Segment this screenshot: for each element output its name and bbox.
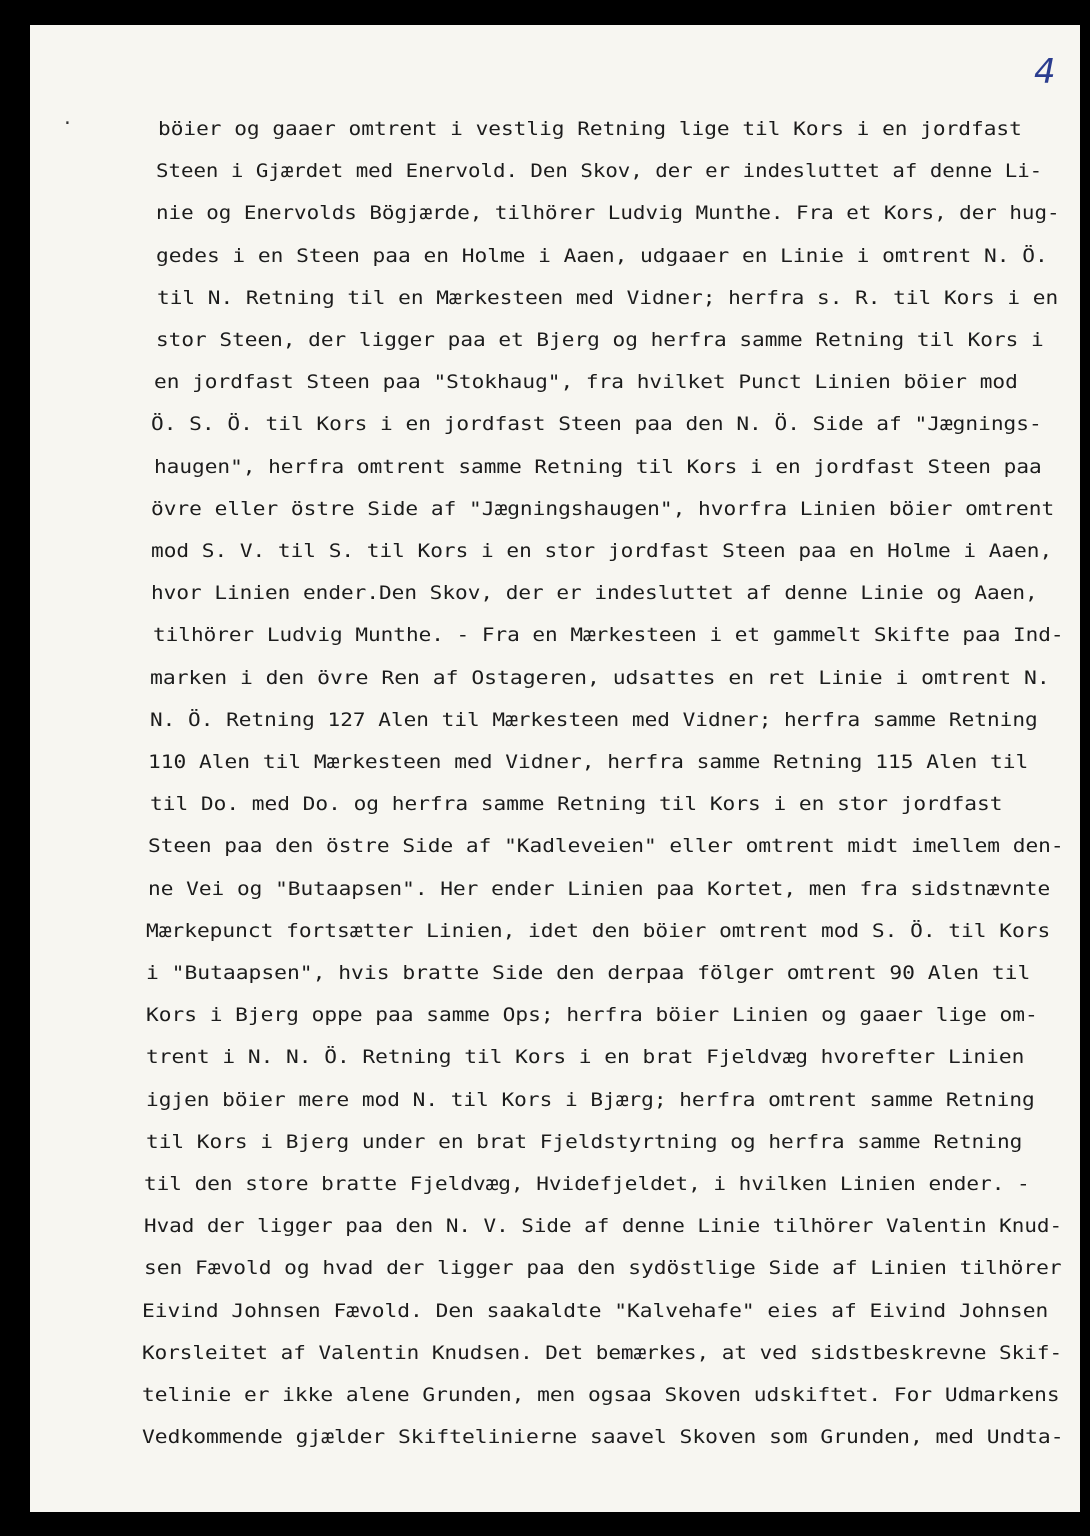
page-number: 4: [1034, 52, 1056, 92]
text-line: til den store bratte Fjeldvæg, Hvidefjeldet, i hvilken Linien ender. -: [144, 1173, 1030, 1195]
text-line: Kors i Bjerg oppe paa samme Ops; herfra böier Linien og gaaer lige om-: [146, 1004, 1038, 1027]
text-line: Ö. S. Ö. til Kors i en jordfast Steen paa den N. Ö. Side af "Jægnings-: [151, 413, 1042, 436]
text-line: stor Steen, der ligger paa et Bjerg og herfra samme Retning til Kors i: [156, 329, 1044, 351]
document-page: [30, 25, 1080, 1512]
text-line: mod S. V. til S. til Kors i en stor jordfast Steen paa en Holme i Aaen,: [151, 540, 1053, 562]
text-line: hvor Linien ender.Den Skov, der er indesluttet af denne Linie og Aaen,: [151, 582, 1038, 605]
text-line: telinie er ikke alene Grunden, men ogsaa Skoven udskiftet. For Udmarkens: [142, 1384, 1060, 1406]
text-line: en jordfast Steen paa "Stokhaug", fra hvilket Punct Linien böier mod: [154, 371, 1018, 394]
text-line: Korsleitet af Valentin Knudsen. Det bemærkes, at ved sidstbeskrevne Skif-: [142, 1341, 1063, 1364]
text-line: til N. Retning til en Mærkesteen med Vidner; herfra s. R. til Kors i en: [157, 286, 1059, 309]
text-line: Steen i Gjærdet med Enervold. Den Skov, der er indesluttet af denne Li-: [156, 160, 1043, 183]
text-line: Mærkepunct fortsætter Linien, idet den böier omtrent mod S. Ö. til Kors: [146, 919, 1051, 942]
text-line: övre eller östre Side af "Jægningshaugen", hvorfra Linien böier omtrent: [151, 497, 1055, 520]
text-line: i "Butaapsen", hvis bratte Side den derpaa fölger omtrent 90 Alen til: [146, 962, 1031, 984]
text-line: marken i den övre Ren af Ostageren, udsattes en ret Linie i omtrent N.: [150, 666, 1050, 689]
text-line: Vedkommende gjælder Skiftelinierne saavel Skoven som Grunden, med Undta-: [142, 1426, 1064, 1449]
text-line: ne Vei og "Butaapsen". Her ender Linien paa Kortet, men fra sidstnævnte: [148, 877, 1051, 900]
text-line: böier og gaaer omtrent i vestlig Retning lige til Kors i en jordfast: [158, 118, 1022, 140]
text-line: gedes i en Steen paa en Holme i Aaen, udgaaer en Linie i omtrent N. Ö.: [156, 244, 1048, 267]
text-line: tilhörer Ludvig Munthe. - Fra en Mærkesteen i et gammelt Skifte paa Ind-: [153, 624, 1064, 647]
text-line: igjen böier mere mod N. til Kors i Bjærg; herfra omtrent samme Retning: [146, 1088, 1035, 1111]
text-line: Hvad der ligger paa den N. V. Side af denne Linie tilhörer Valentin Knud-: [144, 1215, 1063, 1238]
text-line: haugen", herfra omtrent samme Retning til Kors i en jordfast Steen paa: [154, 455, 1042, 478]
text-line: til Kors i Bjerg under en brat Fjeldstyrtning og herfra samme Retning: [146, 1130, 1023, 1153]
text-line: 110 Alen til Mærkesteen med Vidner, herfra samme Retning 115 Alen til: [148, 751, 1029, 773]
text-line: Eivind Johnsen Fævold. Den saakaldte "Kalvehafe" eies af Eivind Johnsen: [142, 1299, 1049, 1322]
margin-dot: ·: [62, 113, 73, 134]
text-line: N. Ö. Retning 127 Alen til Mærkesteen med Vidner; herfra samme Retning: [150, 708, 1038, 731]
text-line: Steen paa den östre Side af "Kadleveien" eller omtrent midt imellem den-: [148, 835, 1064, 858]
text-line: trent i N. N. Ö. Retning til Kors i en brat Fjeldvæg hvorefter Linien: [146, 1046, 1025, 1069]
text-line: nie og Enervolds Bögjærde, tilhörer Ludvig Munthe. Fra et Kors, der hug-: [156, 202, 1060, 225]
text-line: til Do. med Do. og herfra samme Retning til Kors i en stor jordfast: [150, 793, 1003, 816]
text-line: sen Fævold og hvad der ligger paa den sydöstlige Side af Linien tilhörer: [144, 1257, 1062, 1280]
